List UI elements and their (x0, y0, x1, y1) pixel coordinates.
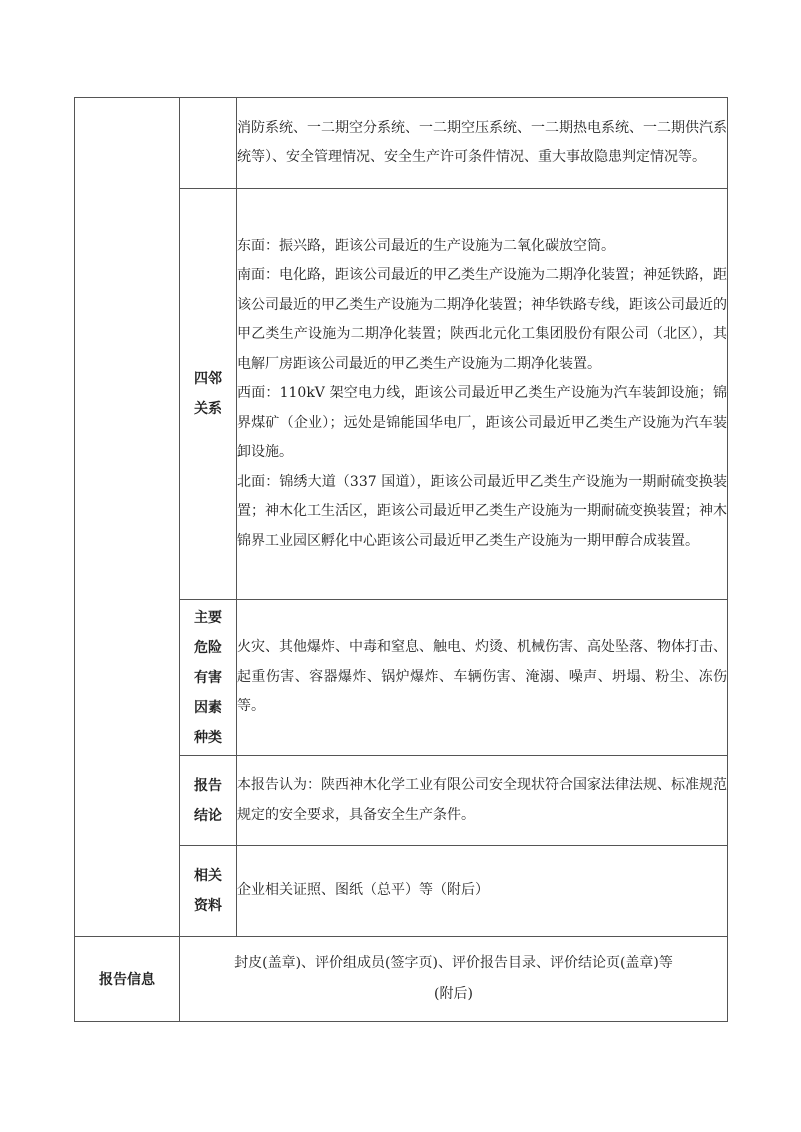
hazards-label: 主要 危险 有害 因素 种类 (180, 600, 237, 756)
surroundings-label: 四邻 关系 (180, 189, 237, 600)
conclusion-content: 本报告认为：陕西神木化学工业有限公司安全现状符合国家法律法规、标准规范规定的安全要求，具备安全生产条件。 (237, 756, 728, 846)
row-continuation (75, 98, 728, 189)
label-cell-empty (180, 98, 237, 189)
row-report-info (75, 937, 728, 1022)
surroundings-east: 东面：振兴路，距该公司最近的生产设施为二氧化碳放空筒。 (237, 237, 615, 254)
report-info-line1: 封皮(盖章)、评价组成员(签字页)、评价报告目录、评价结论页(盖章)等 (234, 955, 673, 971)
hazards-content: 火灾、其他爆炸、中毒和窒息、触电、灼烫、机械伤害、高处坠落、物体打击、起重伤害、容器爆炸、锅炉爆炸、车辆伤害、淹溺、噪声、坍塌、粉尘、冻伤等。 (237, 600, 728, 756)
surroundings-south: 南面：电化路，距该公司最近的甲乙类生产设施为二期净化装置；神延铁路，距该公司最近的甲乙类生产设施为二期净化装置；神华铁路专线，距该公司最近的甲乙类生产设施为二期净化装置；陕西北元化工集团股份有限公司（北区），其电解厂房距该公司最近的甲乙类生产设施为二期净化装置。 (237, 267, 727, 372)
report-info-content (180, 937, 728, 1022)
surroundings-west: 西面：110kV 架空电力线，距该公司最近甲乙类生产设施为汽车装卸设施；锦界煤矿（企业）；远处是锦能国华电厂，距该公司最近甲乙类生产设施为汽车装卸设施。 (237, 385, 727, 461)
materials-label: 相关 资料 (180, 846, 237, 937)
outer-label-cell-empty (75, 98, 180, 937)
surroundings-north: 北面：锦绣大道（337 国道），距该公司最近甲乙类生产设施为一期耐硫变换装置；神木化工生活区，距该公司最近甲乙类生产设施为一期耐硫变换装置；神木锦界工业园区孵化中心距该公司最近甲乙类生产设施为一期甲醇合成装置。 (237, 473, 727, 549)
materials-content: 企业相关证照、图纸（总平）等（附后） (237, 846, 728, 937)
report-info-label: 报告信息 (75, 937, 180, 1022)
conclusion-label: 报告 结论 (180, 756, 237, 846)
continuation-content: 消防系统、一二期空分系统、一二期空压系统、一二期热电系统、一二期供汽系统等）、安全管理情况、安全生产许可条件情况、重大事故隐患判定情况等。 (237, 98, 728, 189)
report-info-line2: (附后) (434, 986, 473, 1002)
surroundings-content (237, 189, 728, 600)
report-table (74, 97, 728, 1022)
